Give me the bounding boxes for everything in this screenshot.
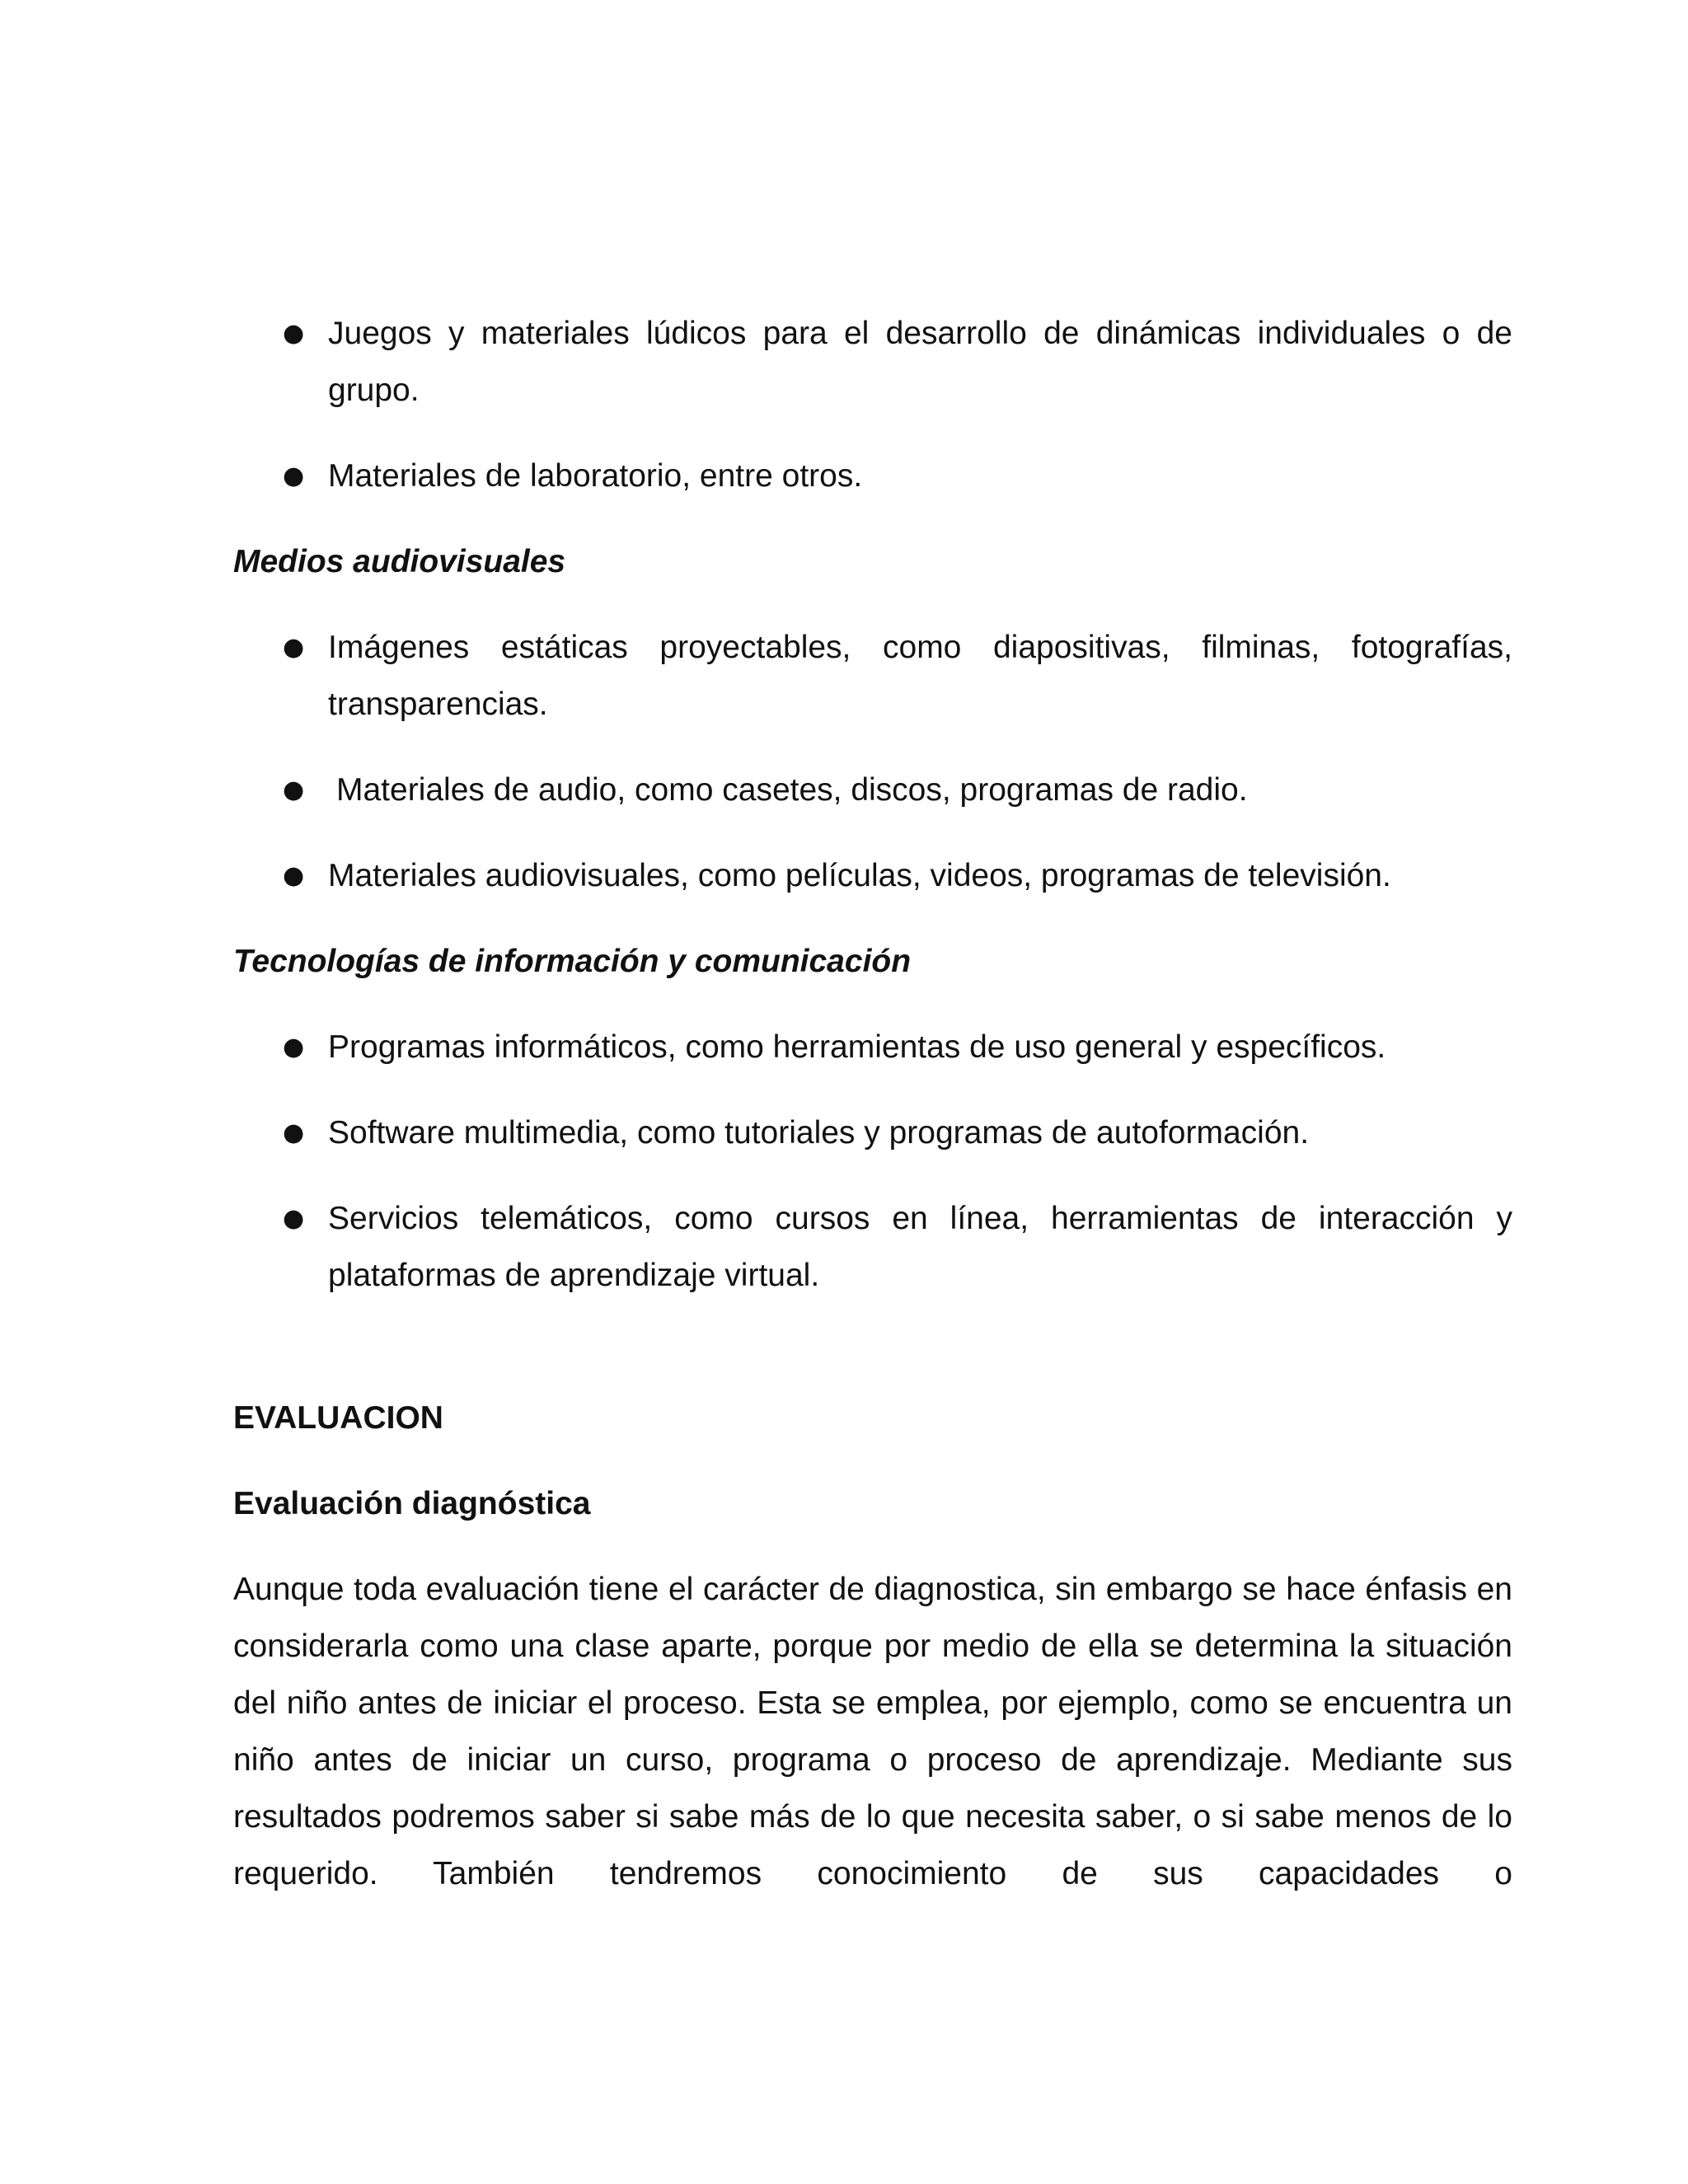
bullet-icon: ● <box>283 1033 305 1062</box>
bullet-icon: ● <box>283 776 305 804</box>
body-paragraph: Aunque toda evaluación tiene el carácter de diagnostica, sin embargo se hace énfasis en considerarla como una clase aparte, porque por medio de ella se determina la situación del niño antes de iniciar el proceso. Esta se emplea, por ejemplo, como se encuentra un niño antes de iniciar un curso, programa o proceso de aprendizaje. Mediante sus resultados podremos saber si sabe más de lo que necesita saber, o si sabe menos de lo requerido. También tendremos conocimiento de sus capacidades o <box>233 1572 1512 1891</box>
list-item <box>233 619 1512 733</box>
heading-evaluacion-diagnostica: Evaluación diagnóstica <box>233 1486 591 1521</box>
list-item <box>233 448 1512 504</box>
vertical-spacer <box>233 1333 1512 1390</box>
list-item-text: Materiales audiovisuales, como películas, videos, programas de televisión. <box>328 858 1391 893</box>
bullet-icon: ● <box>283 1118 305 1147</box>
bullet-icon: ● <box>283 319 305 348</box>
list-item-text: Software multimedia, como tutoriales y programas de autoformación. <box>328 1115 1310 1151</box>
list-item <box>233 762 1512 818</box>
list-item <box>233 305 1512 419</box>
list-item-text: Materiales de laboratorio, entre otros. <box>328 458 863 494</box>
page-content <box>233 305 1512 1902</box>
list-item-text: Servicios telemáticos, como cursos en línea, herramientas de interacción y plataformas de aprendizaje virtual. <box>328 1201 1512 1293</box>
heading-evaluacion: EVALUACION <box>233 1400 443 1436</box>
bullet-icon: ● <box>283 462 305 490</box>
list-item-text: Juegos y materiales lúdicos para el desarrollo de dinámicas individuales o de grupo. <box>328 316 1512 408</box>
bullet-icon: ● <box>283 861 305 890</box>
list-item <box>233 1190 1512 1304</box>
bullet-icon: ● <box>283 1204 305 1233</box>
list-item <box>233 847 1512 904</box>
section-heading-audiovisual: Medios audiovisuales <box>233 544 566 579</box>
list-item-text: Imágenes estáticas proyectables, como diapositivas, filminas, fotografías, transparencias. <box>328 630 1512 722</box>
section-heading-tic: Tecnologías de información y comunicación <box>233 944 912 979</box>
list-item-text: Materiales de audio, como casetes, discos, programas de radio. <box>336 772 1248 808</box>
list-item <box>233 1019 1512 1076</box>
bullet-icon: ● <box>283 633 305 662</box>
list-item-text: Programas informáticos, como herramientas de uso general y específicos. <box>328 1029 1386 1065</box>
list-item <box>233 1104 1512 1161</box>
